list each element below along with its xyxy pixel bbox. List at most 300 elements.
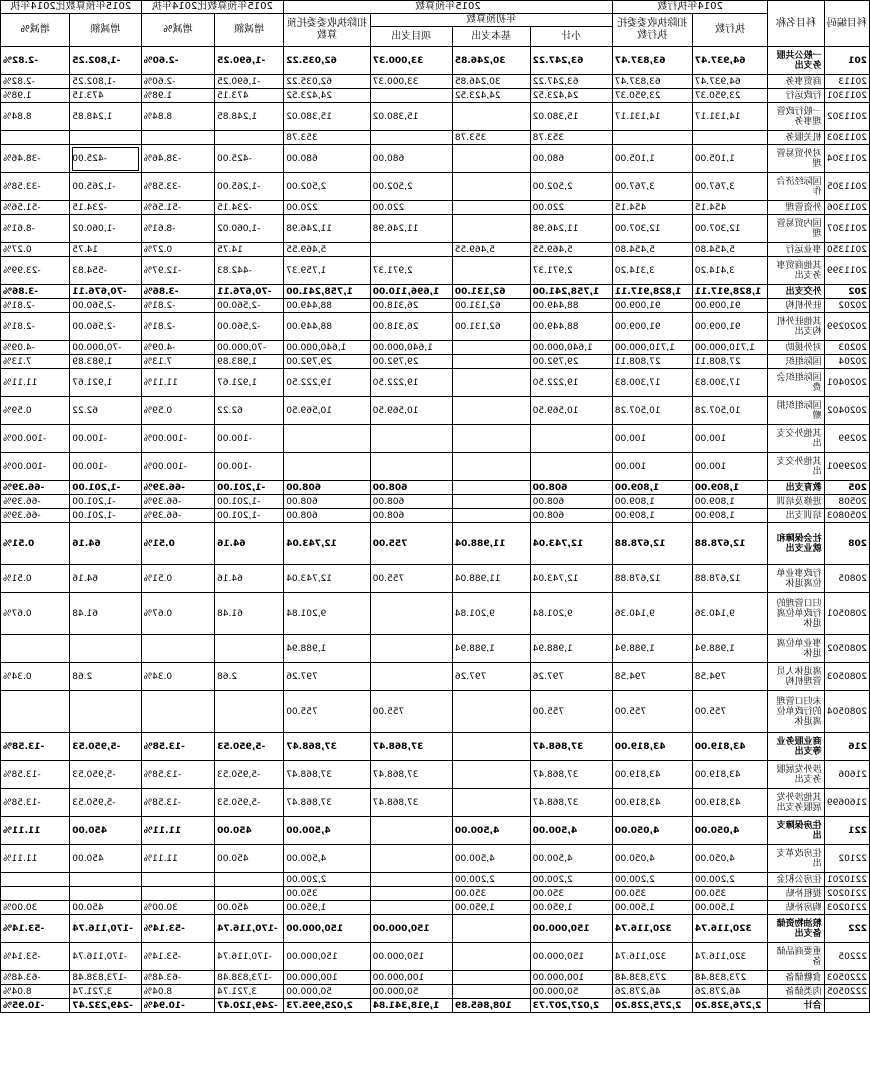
cell-change-b: -100.00 — [70, 453, 141, 481]
cell-pct-a: -2.60% — [141, 47, 214, 75]
cell-pct-b: -100.00% — [1, 425, 70, 453]
cell-subtotal-2015: 11,246.98 — [530, 215, 612, 243]
cell-pct-a: -3.86% — [141, 285, 214, 299]
cell-pct-b: 11.11% — [1, 817, 70, 845]
cell-pct-b: 1.98% — [1, 89, 70, 103]
cell-change-b: -100.00 — [70, 425, 141, 453]
cell-basic-2015: 11,988.04 — [452, 565, 530, 593]
row-name: 离退休人员管理机构 — [768, 663, 824, 691]
cell-pct-b: -38.46% — [1, 145, 70, 173]
cell-pct-a — [141, 635, 214, 663]
table-row — [1, 481, 870, 495]
row-name: 培训支出 — [768, 509, 824, 523]
cell-exec-2014: 2,200.00 — [692, 873, 768, 887]
cell-exec-deduct-2014: 91,009.00 — [612, 313, 692, 341]
row-code: 222 — [824, 915, 869, 943]
table-row — [1, 985, 870, 999]
cell-exec-2014: 1,828,917.11 — [692, 285, 768, 299]
table-row — [1, 215, 870, 243]
cell-change-a: 1,983.89 — [215, 355, 284, 369]
cell-pct-a: 8.84% — [141, 103, 214, 131]
cell-project-2015 — [370, 131, 452, 145]
cell-subtotal-2015: 2,027,207.73 — [530, 999, 612, 1013]
table-row — [1, 495, 870, 509]
table-row — [1, 103, 870, 131]
row-name: 进修及培训 — [768, 495, 824, 509]
cell-basic-2015 — [452, 425, 530, 453]
cell-project-2015: 11,246.98 — [370, 215, 452, 243]
cell-change-b: 450.00 — [70, 901, 141, 915]
cell-pct-b — [1, 887, 70, 901]
header-year-budget: 年初预算数 — [370, 14, 612, 27]
cell-basic-2015 — [452, 201, 530, 215]
cell-exec-2014: 12,678.88 — [692, 565, 768, 593]
cell-subtotal-2015 — [530, 453, 612, 481]
cell-project-2015 — [370, 243, 452, 257]
cell-change-a: 14.75 — [215, 243, 284, 257]
row-code: 22205 — [824, 943, 869, 971]
cell-change-a: -5,950.53 — [215, 789, 284, 817]
cell-deduct-budget-2015: 1,640,000.00 — [284, 341, 370, 355]
table-row — [1, 47, 870, 75]
row-name: 对外援助 — [768, 341, 824, 355]
cell-change-b: -5,950.53 — [70, 733, 141, 761]
cell-change-a: -70,676.11 — [215, 285, 284, 299]
cell-pct-b: -2.81% — [1, 299, 70, 313]
cell-pct-b: -2.81% — [1, 313, 70, 341]
cell-project-2015 — [370, 593, 452, 635]
cell-subtotal-2015: 9,201.84 — [530, 593, 612, 635]
cell-change-a: -70,000.00 — [215, 341, 284, 355]
cell-exec-deduct-2014: 63,837.47 — [612, 75, 692, 89]
row-code: 20204 — [824, 355, 869, 369]
cell-exec-deduct-2014: 17,300.83 — [612, 369, 692, 397]
cell-exec-2014: 64,937.47 — [692, 75, 768, 89]
cell-change-a: -1,201.00 — [215, 509, 284, 523]
cell-exec-2014: 273,838.48 — [692, 971, 768, 985]
row-code: 2011305 — [824, 173, 869, 201]
cell-project-2015: 150,000.00 — [370, 943, 452, 971]
cell-change-b: -2,560.00 — [70, 299, 141, 313]
cell-pct-b — [1, 635, 70, 663]
row-code: 2080501 — [824, 593, 869, 635]
cell-pct-b: 0.51% — [1, 523, 70, 565]
cell-exec-deduct-2014: 12,307.00 — [612, 215, 692, 243]
cell-pct-a: 0.51% — [141, 565, 214, 593]
cell-project-2015: 2,971.37 — [370, 257, 452, 285]
cell-project-2015 — [370, 873, 452, 887]
cell-basic-2015: 1,950.00 — [452, 901, 530, 915]
cell-change-a: -5,950.53 — [215, 761, 284, 789]
row-code: 2080504 — [824, 691, 869, 733]
cell-exec-2014: 794.58 — [692, 663, 768, 691]
cell-exec-deduct-2014: 1,988.94 — [612, 635, 692, 663]
row-name: 一般公共服务支出 — [768, 47, 824, 75]
row-code: 2011302 — [824, 103, 869, 131]
cell-project-2015: 608.00 — [370, 481, 452, 495]
cell-change-b: 61.48 — [70, 593, 141, 635]
cell-basic-2015 — [452, 173, 530, 201]
cell-basic-2015 — [452, 355, 530, 369]
cell-exec-deduct-2014: 1,809.00 — [612, 509, 692, 523]
cell-change-a: -100.00 — [215, 453, 284, 481]
row-code: 2050803 — [824, 509, 869, 523]
cell-project-2015: 680.00 — [370, 145, 452, 173]
cell-exec-2014: 4,050.00 — [692, 845, 768, 873]
cell-project-2015: 26,318.00 — [370, 299, 452, 313]
row-code: 2011301 — [824, 89, 869, 103]
header-2014-exec: 2014年执行数 — [612, 1, 768, 14]
cell-exec-deduct-2014: 14,131.17 — [612, 103, 692, 131]
table-row — [1, 257, 870, 285]
cell-pct-a — [141, 131, 214, 145]
cell-exec-2014: 1,809.00 — [692, 495, 768, 509]
cell-exec-deduct-2014: 2,275,228.20 — [612, 999, 692, 1013]
cell-pct-b: -8.61% — [1, 215, 70, 243]
row-code: 20805 — [824, 565, 869, 593]
cell-deduct-budget-2015: 4,500.00 — [284, 845, 370, 873]
cell-deduct-budget-2015: 37,868.47 — [284, 761, 370, 789]
row-name: 国际组织捐赠 — [768, 397, 824, 425]
cell-basic-2015: 24,423.52 — [452, 89, 530, 103]
cell-pct-b: 0.27% — [1, 243, 70, 257]
cell-subtotal-2015: 1,758,241.00 — [530, 285, 612, 299]
cell-project-2015: 100,000.00 — [370, 971, 452, 985]
cell-project-2015: 15,380.02 — [370, 103, 452, 131]
cell-change-b: -170,116.74 — [70, 915, 141, 943]
cell-change-a: 64.16 — [215, 523, 284, 565]
cell-change-a: -5,950.53 — [215, 733, 284, 761]
cell-change-a: -1,201.00 — [215, 481, 284, 495]
cell-project-2015 — [370, 901, 452, 915]
cell-pct-a: 11.11% — [141, 369, 214, 397]
cell-project-2015: 220.00 — [370, 201, 452, 215]
cell-project-2015 — [370, 453, 452, 481]
cell-change-b: -234.15 — [70, 201, 141, 215]
cell-pct-b: 11.11% — [1, 845, 70, 873]
row-name: 其他商贸事务支出 — [768, 257, 824, 285]
cell-pct-a: 0.59% — [141, 397, 214, 425]
row-name: 住房公积金 — [768, 873, 824, 887]
cell-exec-deduct-2014: 320,116.74 — [612, 915, 692, 943]
cell-project-2015: 50,000.00 — [370, 985, 452, 999]
cell-exec-2014: 755.00 — [692, 691, 768, 733]
cell-deduct-budget-2015 — [284, 453, 370, 481]
cell-change-b: -173,838.48 — [70, 971, 141, 985]
cell-subtotal-2015: 37,868.47 — [530, 761, 612, 789]
cell-exec-2014: 1,809.00 — [692, 509, 768, 523]
row-code: 2080502 — [824, 635, 869, 663]
cell-exec-deduct-2014: 12,678.88 — [612, 565, 692, 593]
cell-project-2015 — [370, 663, 452, 691]
cell-exec-2014: 5,454.80 — [692, 243, 768, 257]
cell-change-a: -249,120.47 — [215, 999, 284, 1013]
row-name: 购房补贴 — [768, 901, 824, 915]
table-row — [1, 817, 870, 845]
cell-deduct-budget-2015: 608.00 — [284, 495, 370, 509]
cell-subtotal-2015: 608.00 — [530, 481, 612, 495]
cell-exec-2014: 1,809.00 — [692, 481, 768, 495]
cell-basic-2015: 30,246.85 — [452, 75, 530, 89]
row-name: 涉外发展服务支出 — [768, 761, 824, 789]
cell-project-2015: 1,918,341.84 — [370, 999, 452, 1013]
cell-deduct-budget-2015: 29,792.00 — [284, 355, 370, 369]
cell-deduct-budget-2015: 1,988.94 — [284, 635, 370, 663]
cell-deduct-budget-2015: 9,201.84 — [284, 593, 370, 635]
table-row — [1, 201, 870, 215]
cell-deduct-budget-2015: 11,246.98 — [284, 215, 370, 243]
cell-deduct-budget-2015: 608.00 — [284, 509, 370, 523]
row-code: 2220503 — [824, 971, 869, 985]
cell-change-a: 3,721.74 — [215, 985, 284, 999]
cell-change-b: 64.16 — [70, 565, 141, 593]
cell-change-a — [215, 873, 284, 887]
cell-pct-b: 30.00% — [1, 901, 70, 915]
row-code: 2011307 — [824, 215, 869, 243]
cell-basic-2015: 4,500.00 — [452, 845, 530, 873]
cell-project-2015: 29,792.00 — [370, 355, 452, 369]
cell-subtotal-2015: 2,200.00 — [530, 873, 612, 887]
cell-change-b: -1,265.00 — [70, 173, 141, 201]
cell-pct-a: -13.58% — [141, 789, 214, 817]
cell-project-2015: 150,000.00 — [370, 915, 452, 943]
table-row — [1, 691, 870, 733]
cell-exec-deduct-2014: 27,808.11 — [612, 355, 692, 369]
cell-basic-2015: 62,131.00 — [452, 285, 530, 299]
row-code: 2020402 — [824, 397, 869, 425]
cell-exec-2014: 43,819.00 — [692, 761, 768, 789]
row-name: 对外贸易管理 — [768, 145, 824, 173]
cell-project-2015 — [370, 89, 452, 103]
row-name: 行政事业单位离退休 — [768, 565, 824, 593]
cell-pct-b: -2.82% — [1, 75, 70, 89]
cell-deduct-budget-2015: 88,449.00 — [284, 299, 370, 313]
header-subtotal: 小计 — [530, 27, 612, 47]
row-code: 221 — [824, 817, 869, 845]
cell-pct-b: -13.58% — [1, 789, 70, 817]
cell-exec-deduct-2014: 23,950.37 — [612, 89, 692, 103]
cell-deduct-budget-2015: 12,743.04 — [284, 523, 370, 565]
cell-deduct-budget-2015: 797.26 — [284, 663, 370, 691]
cell-subtotal-2015: 1,988.94 — [530, 635, 612, 663]
row-code: 2029901 — [824, 453, 869, 481]
cell-deduct-budget-2015: 12,743.04 — [284, 565, 370, 593]
cell-pct-a: -100.00% — [141, 425, 214, 453]
cell-exec-2014: 454.15 — [692, 201, 768, 215]
cell-pct-b: -4.09% — [1, 341, 70, 355]
cell-exec-2014: 350.00 — [692, 887, 768, 901]
cell-exec-2014: 1,500.00 — [692, 901, 768, 915]
header-cmp-2014-a: 2015年预算数比2014年执 — [141, 1, 284, 14]
header-exec: 执行数 — [692, 14, 768, 47]
cell-change-a: 64.16 — [215, 565, 284, 593]
cell-exec-2014: 91,009.00 — [692, 313, 768, 341]
cell-change-a: -1,060.02 — [215, 215, 284, 243]
cell-change-a: 1,921.67 — [215, 369, 284, 397]
cell-subtotal-2015: 353.78 — [530, 131, 612, 145]
row-code — [824, 999, 869, 1013]
cell-subtotal-2015: 5,469.55 — [530, 243, 612, 257]
cell-pct-b: 0.51% — [1, 565, 70, 593]
header-name: 科目名称 — [768, 1, 824, 47]
cell-pct-a: -13.58% — [141, 733, 214, 761]
table-row — [1, 887, 870, 901]
row-code: 20203 — [824, 341, 869, 355]
cell-change-a: -425.00 — [215, 145, 284, 173]
cell-exec-deduct-2014: 2,200.00 — [612, 873, 692, 887]
header-exec-deduct: 扣除执收委委托执行数 — [612, 14, 692, 47]
cell-change-a: -170,116.74 — [215, 943, 284, 971]
cell-deduct-budget-2015: 37,868.47 — [284, 733, 370, 761]
cell-subtotal-2015: 19,222.50 — [530, 369, 612, 397]
cell-change-a: 2.68 — [215, 663, 284, 691]
header-project: 项目支出 — [370, 27, 452, 47]
cell-deduct-budget-2015: 4,500.00 — [284, 817, 370, 845]
cell-change-a: -1,690.25 — [215, 47, 284, 75]
cell-exec-2014: 1,710,000.00 — [692, 341, 768, 355]
table-row — [1, 355, 870, 369]
cell-subtotal-2015: 608.00 — [530, 495, 612, 509]
row-name: 其他驻外机构支出 — [768, 313, 824, 341]
cell-pct-b: -100.00% — [1, 453, 70, 481]
cell-change-b: -70,676.11 — [70, 285, 141, 299]
row-code: 208 — [824, 523, 869, 565]
row-code: 22102 — [824, 845, 869, 873]
cell-change-a: 450.00 — [215, 901, 284, 915]
cell-project-2015: 33,000.37 — [370, 75, 452, 89]
cell-deduct-budget-2015: 2,200.00 — [284, 873, 370, 887]
cell-exec-deduct-2014: 9,140.36 — [612, 593, 692, 635]
cell-deduct-budget-2015: 608.00 — [284, 481, 370, 495]
row-code: 216 — [824, 733, 869, 761]
cell-exec-2014: 320,116.74 — [692, 943, 768, 971]
table-row — [1, 89, 870, 103]
cell-basic-2015: 2,200.00 — [452, 873, 530, 887]
cell-pct-b: -66.39% — [1, 509, 70, 523]
cell-change-b: 64.16 — [70, 523, 141, 565]
table-row — [1, 131, 870, 145]
cell-basic-2015: 353.78 — [452, 131, 530, 145]
cell-basic-2015 — [452, 761, 530, 789]
cell-pct-a: -4.09% — [141, 341, 214, 355]
row-name: 合计 — [768, 999, 824, 1013]
cell-change-a: -1,690.25 — [215, 75, 284, 89]
cell-deduct-budget-2015: 755.00 — [284, 691, 370, 733]
cell-subtotal-2015: 88,449.00 — [530, 313, 612, 341]
cell-pct-a — [141, 873, 214, 887]
cell-exec-2014: 9,140.36 — [692, 593, 768, 635]
cell-pct-b — [1, 131, 70, 145]
cell-pct-b: 8.04% — [1, 985, 70, 999]
cell-exec-2014: 2,276,328.20 — [692, 999, 768, 1013]
cell-change-a: 1,248.85 — [215, 103, 284, 131]
table-row — [1, 145, 870, 173]
cell-change-a: -2,560.00 — [215, 299, 284, 313]
cell-pct-b: -51.56% — [1, 201, 70, 215]
cell-subtotal-2015: 755.00 — [530, 691, 612, 733]
cell-pct-a: 1.98% — [141, 89, 214, 103]
cell-project-2015: 37,868.47 — [370, 733, 452, 761]
cell-basic-2015 — [452, 915, 530, 943]
cell-basic-2015 — [452, 509, 530, 523]
row-name: 国际经济合作 — [768, 173, 824, 201]
cell-pct-b: 0.59% — [1, 397, 70, 425]
table-row — [1, 915, 870, 943]
cell-subtotal-2015: 10,569.50 — [530, 397, 612, 425]
cell-pct-b: -13.58% — [1, 761, 70, 789]
cell-change-b: -554.83 — [70, 257, 141, 285]
cell-exec-2014: 100.00 — [692, 453, 768, 481]
header-row-1 — [1, 1, 870, 14]
cell-pct-a: -53.14% — [141, 915, 214, 943]
cell-pct-a — [141, 691, 214, 733]
row-name: 教育支出 — [768, 481, 824, 495]
cell-project-2015 — [370, 635, 452, 663]
cell-change-b: 3,721.74 — [70, 985, 141, 999]
row-code: 202 — [824, 285, 869, 299]
cell-pct-a: -63.48% — [141, 971, 214, 985]
cell-pct-a: 11.11% — [141, 817, 214, 845]
row-name: 未归口管理的行政单位离退休 — [768, 691, 824, 733]
cell-deduct-budget-2015: 62,035.22 — [284, 75, 370, 89]
cell-basic-2015 — [452, 453, 530, 481]
cell-exec-deduct-2014: 1,828,917.11 — [612, 285, 692, 299]
cell-subtotal-2015: 150,000.00 — [530, 943, 612, 971]
cell-exec-deduct-2014: 63,837.47 — [612, 47, 692, 75]
cell-deduct-budget-2015: 1,758,241.00 — [284, 285, 370, 299]
table-row — [1, 593, 870, 635]
row-name: 粮油物资储备支出 — [768, 915, 824, 943]
cell-exec-2014: 64,937.47 — [692, 47, 768, 75]
row-code: 2011350 — [824, 243, 869, 257]
cell-pct-a: -2.81% — [141, 313, 214, 341]
cell-pct-a: 8.04% — [141, 985, 214, 999]
cell-change-b: -5,950.53 — [70, 789, 141, 817]
cell-project-2015: 755.00 — [370, 691, 452, 733]
table-row — [1, 425, 870, 453]
row-code: 2210201 — [824, 873, 869, 887]
row-name: 国际组织会费 — [768, 369, 824, 397]
cell-change-b: 473.15 — [70, 89, 141, 103]
row-code: 2011303 — [824, 131, 869, 145]
cell-subtotal-2015: 12,743.04 — [530, 565, 612, 593]
row-name: 外资管理 — [768, 201, 824, 215]
row-code: 2011306 — [824, 201, 869, 215]
cell-exec-deduct-2014: 350.00 — [612, 887, 692, 901]
cell-exec-2014: 43,819.00 — [692, 733, 768, 761]
cell-exec-deduct-2014: 91,009.00 — [612, 299, 692, 313]
cell-exec-deduct-2014: 100.00 — [612, 425, 692, 453]
cell-exec-deduct-2014: 46,278.26 — [612, 985, 692, 999]
table-row — [1, 243, 870, 257]
cell-pct-b: -53.14% — [1, 943, 70, 971]
header-row-2 — [1, 14, 870, 27]
table-row — [1, 873, 870, 887]
row-code: 2210203 — [824, 901, 869, 915]
row-name: 其他涉外发展服务支出 — [768, 789, 824, 817]
cell-subtotal-2015: 15,380.02 — [530, 103, 612, 131]
cell-change-a: -442.83 — [215, 257, 284, 285]
cell-change-a: 450.00 — [215, 845, 284, 873]
cell-deduct-budget-2015: 100,000.00 — [284, 971, 370, 985]
cell-project-2015: 10,569.50 — [370, 397, 452, 425]
cell-basic-2015: 62,131.00 — [452, 313, 530, 341]
cell-exec-2014: 14,131.17 — [692, 103, 768, 131]
cell-pct-b: -10.95% — [1, 999, 70, 1013]
cell-project-2015: 26,318.00 — [370, 313, 452, 341]
cell-exec-2014: 12,307.00 — [692, 215, 768, 243]
cell-basic-2015 — [452, 971, 530, 985]
